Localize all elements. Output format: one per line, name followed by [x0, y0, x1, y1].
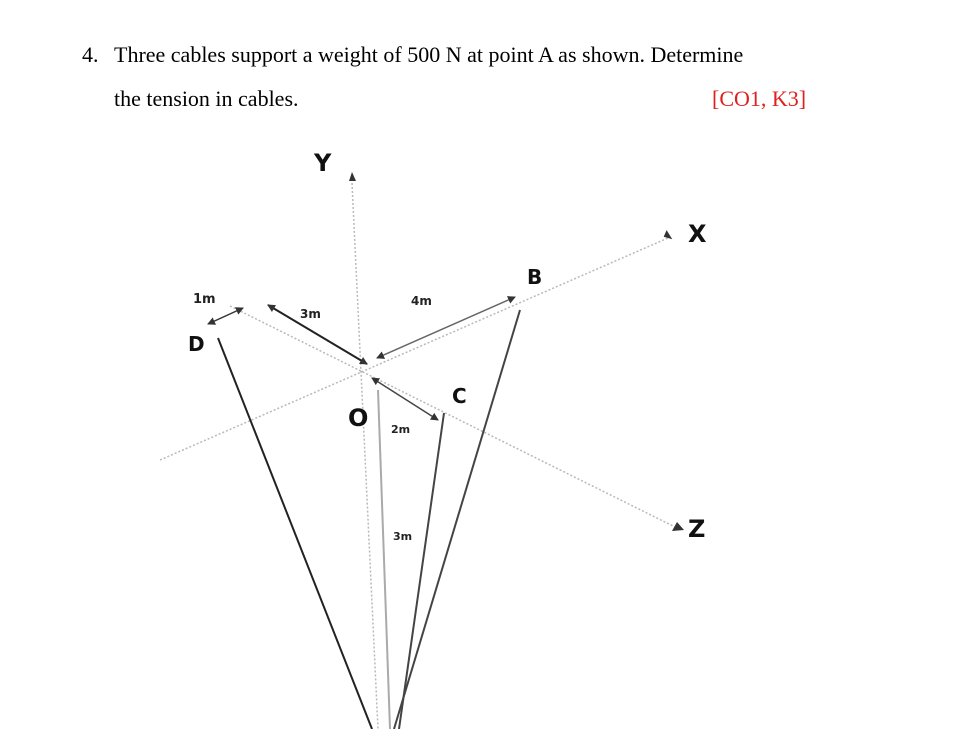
y-axis-line: [352, 183, 378, 729]
dim-arrow-b-dist: [377, 297, 515, 358]
cable-d: [218, 338, 372, 729]
y-axis-label: Y: [314, 149, 332, 177]
x-axis-label: X: [688, 220, 707, 248]
z-axis-line: [230, 306, 675, 527]
dim-label-b-dist: 4m: [411, 294, 432, 308]
point-label-origin: O: [348, 404, 369, 432]
dim-label-c-dist: 2m: [391, 423, 411, 436]
question-number: 4.: [82, 42, 99, 67]
dim-arrow-c-dist: [372, 378, 438, 420]
x-axis-line: [160, 238, 668, 460]
question-text-line-1: Three cables support a weight of 500 N at point A as shown. Determine: [114, 42, 744, 67]
cable-c: [399, 413, 444, 729]
point-label-c: C: [452, 384, 467, 408]
cable-b: [394, 310, 520, 729]
y-axis-arrowhead: [349, 172, 356, 181]
z-axis-arrowhead: [672, 522, 684, 531]
point-label-b: B: [527, 265, 543, 289]
question-text-line-2: the tension in cables.: [114, 86, 299, 111]
dim-arrow-d-offset: [208, 308, 243, 324]
course-outcome-tag: [CO1, K3]: [712, 86, 807, 111]
point-label-d: D: [188, 332, 205, 356]
dim-label-depth: 3m: [393, 530, 413, 543]
z-axis-label: Z: [688, 515, 706, 543]
dim-label-d-offset: 1m: [193, 292, 216, 307]
dim-label-d-dist: 3m: [300, 307, 321, 321]
cable-vertical: [378, 390, 390, 729]
